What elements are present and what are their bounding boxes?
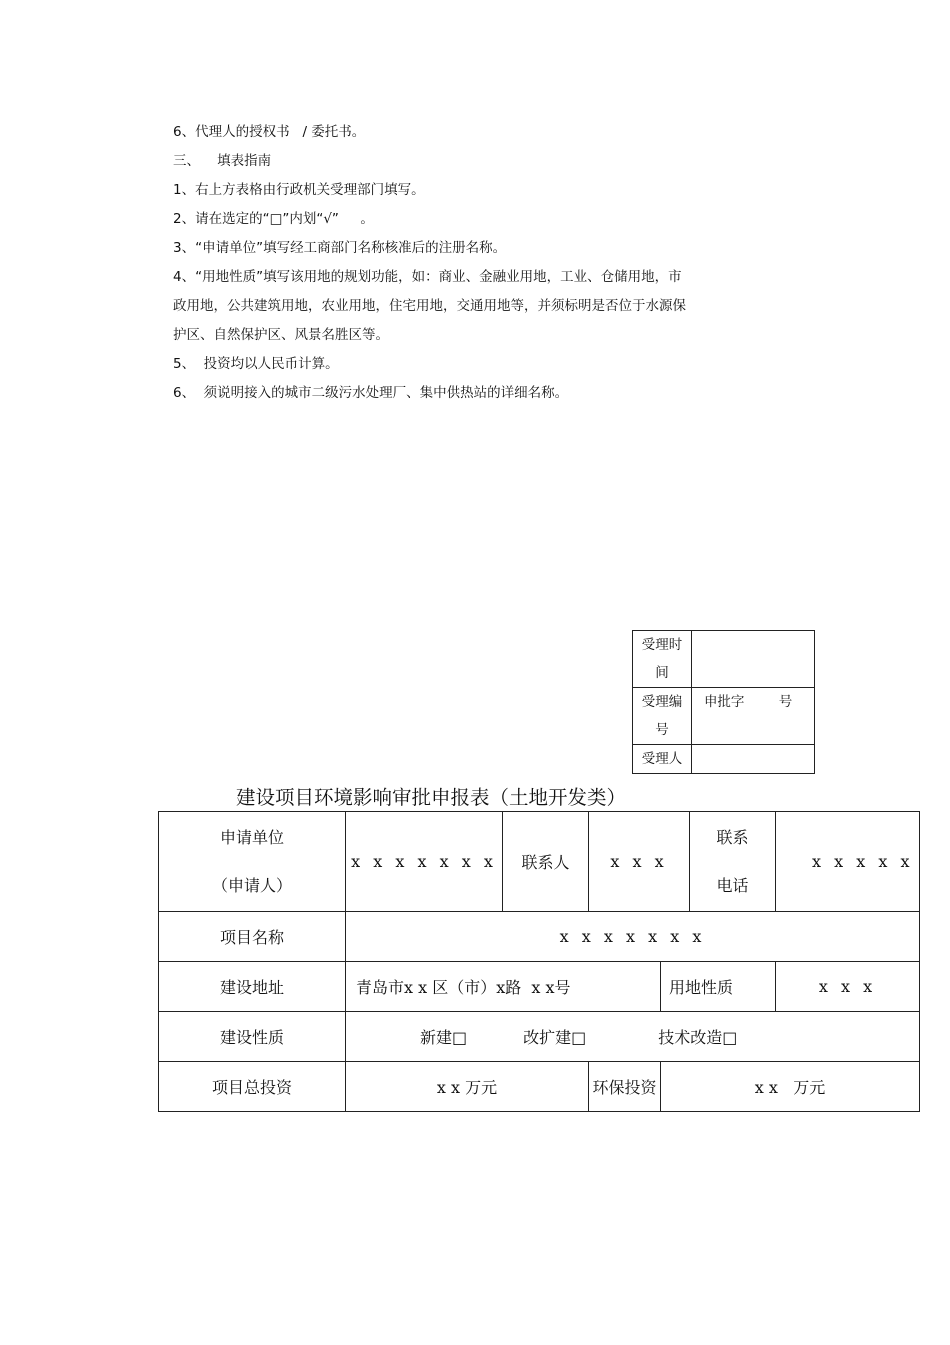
section-heading: 三、 填表指南	[173, 153, 272, 169]
env-investment-label: 环保投资	[589, 1062, 661, 1112]
note-line: 2、请在选定的“□”内划“√” 。	[173, 211, 374, 227]
address-label: 建设地址	[159, 962, 346, 1012]
phone-value: x x x x x	[776, 812, 920, 912]
note-line: 5、 投资均以人民币计算。	[173, 356, 339, 372]
project-name-label: 项目名称	[159, 912, 346, 962]
accept-number-label: 受理编 号	[633, 688, 692, 745]
note-line: 6、 须说明接入的城市二级污水处理厂、集中供热站的详细名称。	[173, 385, 569, 401]
total-investment-label: 项目总投资	[159, 1062, 346, 1112]
option-expansion[interactable]: 改扩建□	[523, 1028, 587, 1047]
construction-nature-options	[346, 1012, 920, 1062]
note-line: 4、“用地性质”填写该用地的规划功能，如：商业、金融业用地，工业、仓储用地，市	[173, 269, 682, 285]
application-form	[158, 811, 920, 1112]
option-new-build[interactable]: 新建□	[420, 1028, 468, 1047]
accept-time-value	[691, 631, 814, 688]
note-line: 护区、自然保护区、风景名胜区等。	[173, 327, 389, 343]
accept-time-label: 受理时 间	[633, 631, 692, 688]
project-name-value: x x x x x x x	[346, 912, 920, 962]
accept-person-value	[691, 745, 814, 774]
applicant-label: 申请单位 （申请人）	[159, 812, 346, 912]
env-investment-value: x x 万元	[661, 1062, 920, 1112]
form-title: 建设项目环境影响审批申报表（土地开发类）	[236, 786, 627, 809]
address-value: 青岛市x x 区（市）x路 x x号	[346, 962, 661, 1012]
contact-value: x x x	[589, 812, 690, 912]
accept-number-value: 申批字 号	[691, 688, 814, 745]
option-tech-upgrade[interactable]: 技术改造□	[658, 1028, 738, 1047]
note-line: 1、右上方表格由行政机关受理部门填写。	[173, 182, 425, 198]
accept-person-label: 受理人	[633, 745, 692, 774]
contact-label: 联系人	[503, 812, 589, 912]
note-line: 3、“申请单位”填写经工商部门名称核准后的注册名称。	[173, 240, 507, 256]
phone-label: 联系 电话	[690, 812, 776, 912]
acceptance-box	[632, 630, 815, 774]
land-use-label: 用地性质	[661, 962, 776, 1012]
land-use-value: x x x	[776, 962, 920, 1012]
note-line: 政用地，公共建筑用地，农业用地，住宅用地，交通用地等，并须标明是否位于水源保	[173, 298, 686, 314]
applicant-value: x x x x x x x	[346, 812, 503, 912]
note-line: 6、代理人的授权书 / 委托书。	[173, 124, 366, 140]
construction-nature-label: 建设性质	[159, 1012, 346, 1062]
total-investment-value: x x 万元	[346, 1062, 589, 1112]
